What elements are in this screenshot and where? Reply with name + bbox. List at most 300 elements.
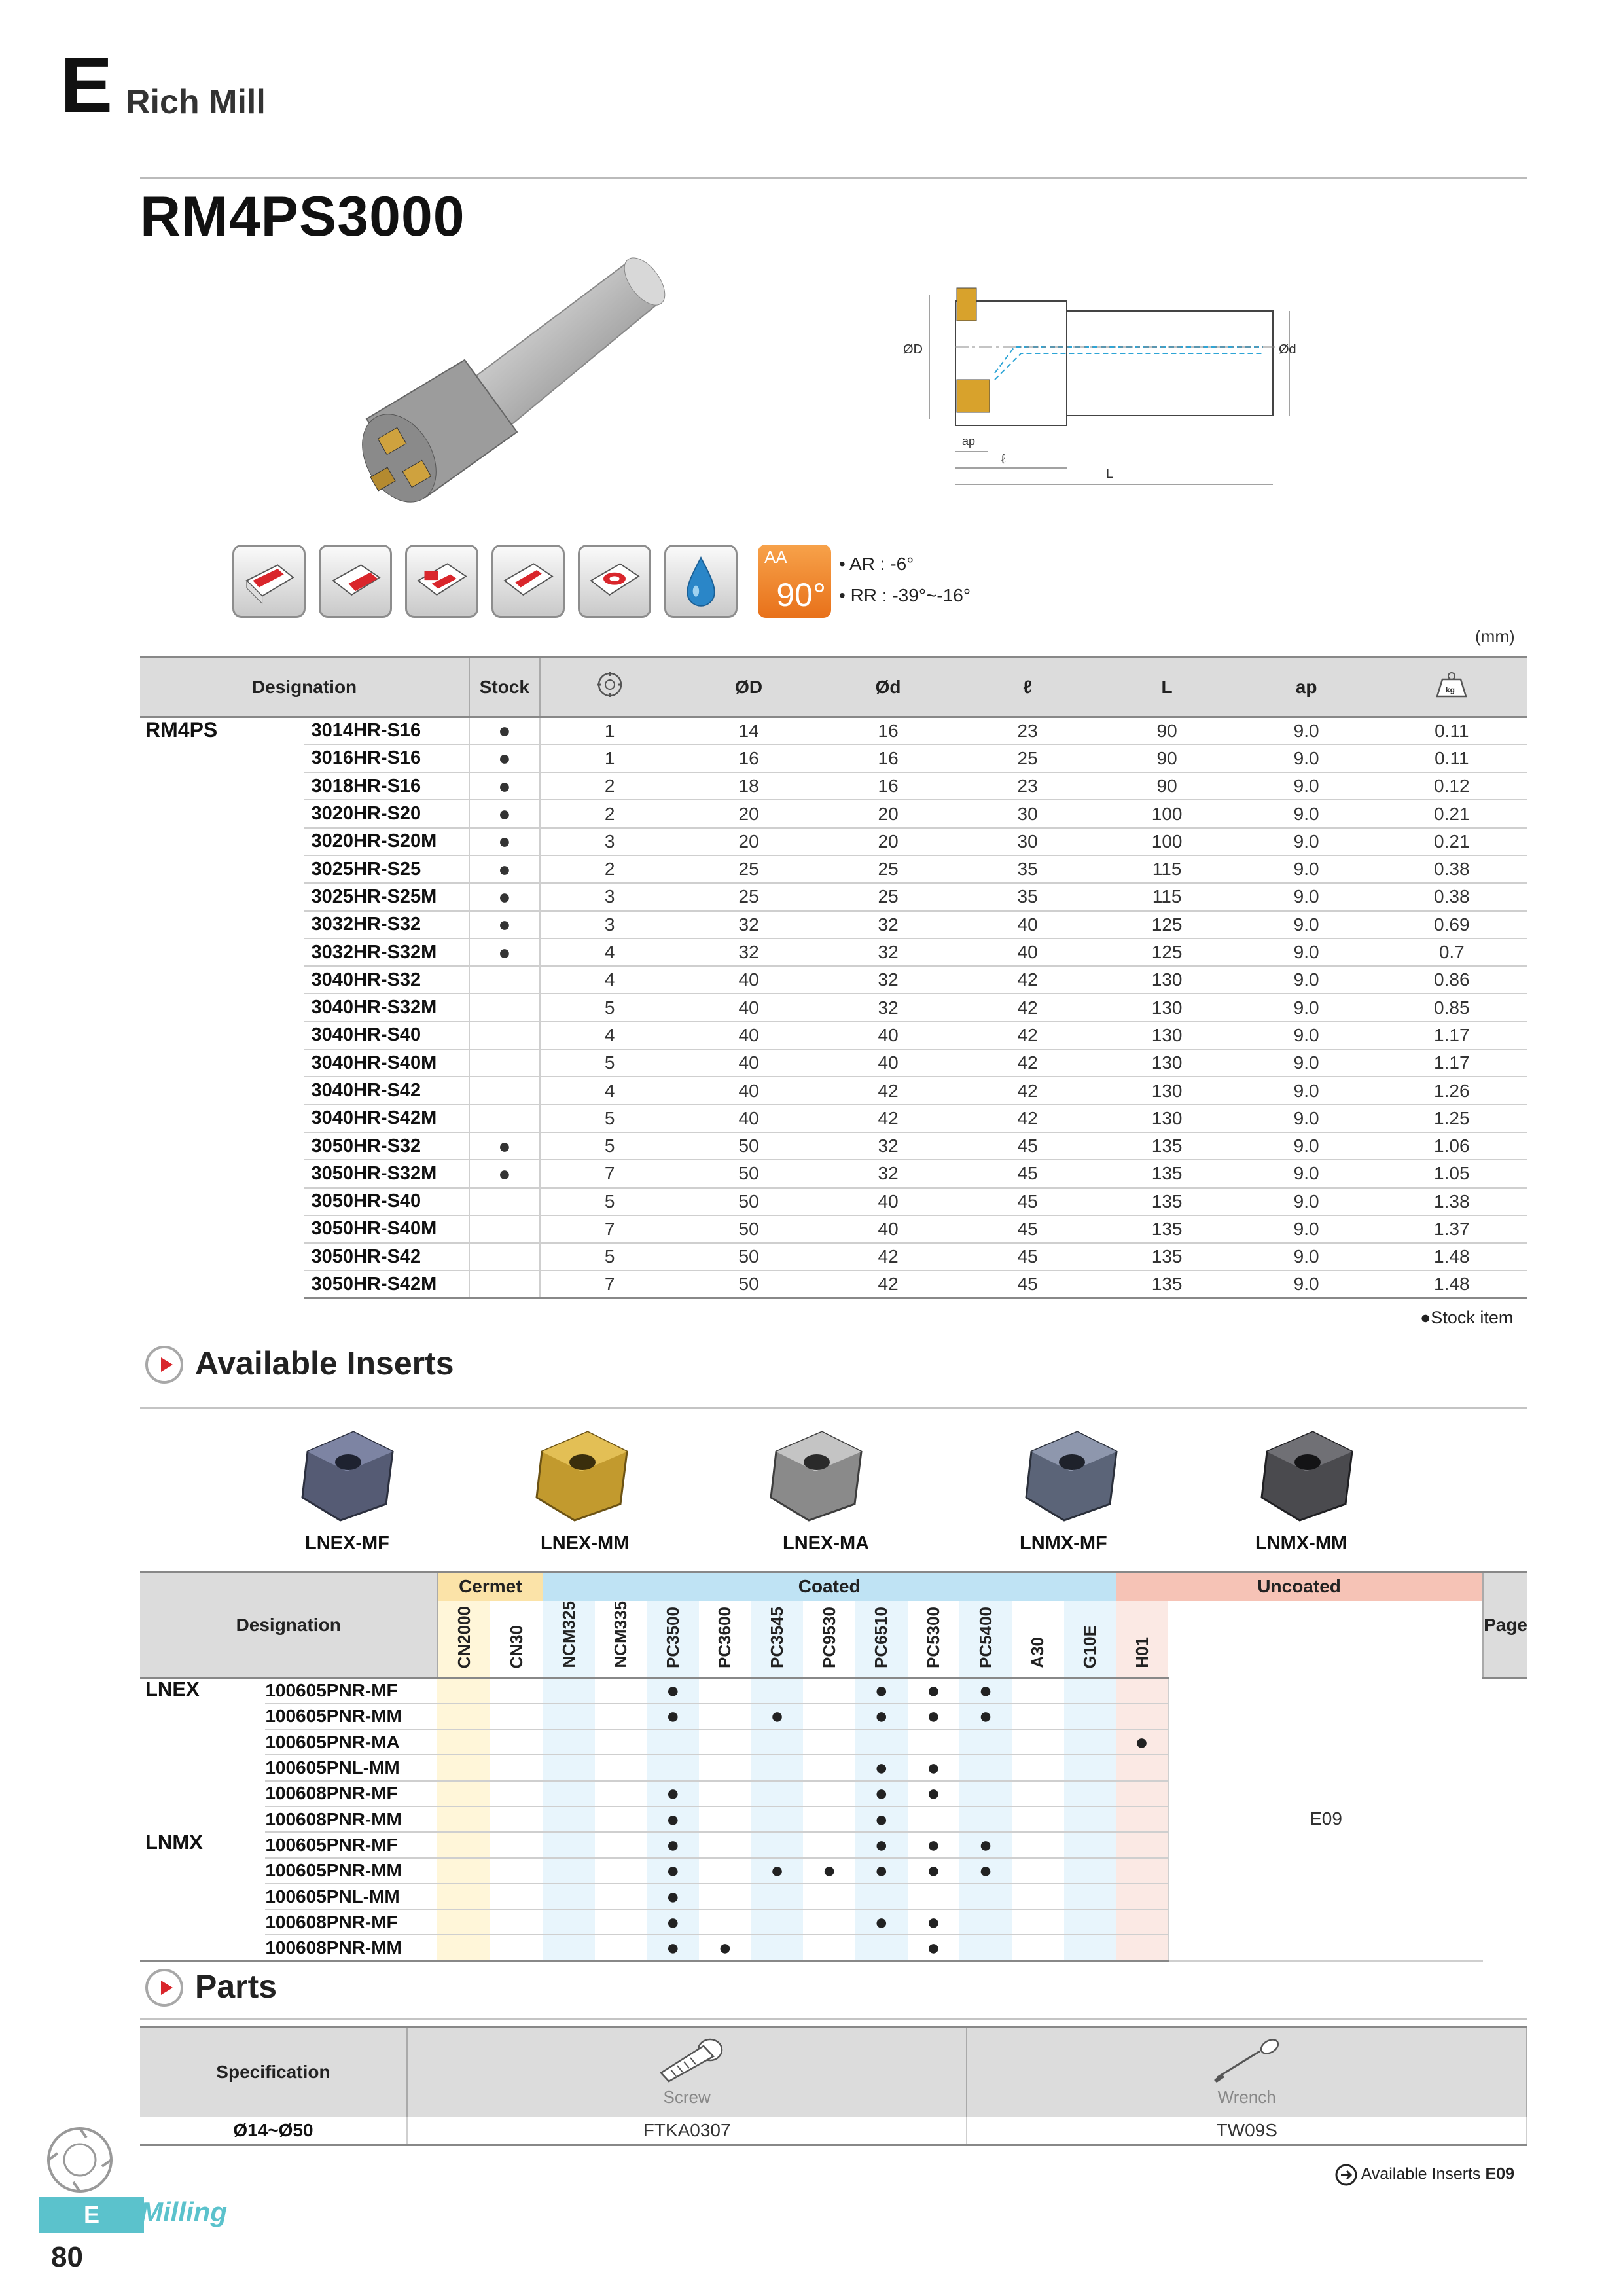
insert-series: LNMX: [145, 1831, 203, 1854]
wrench-label: Wrench: [1217, 2087, 1276, 2108]
grade-availability: ●: [647, 1909, 700, 1935]
spec-D: 16: [679, 745, 819, 772]
insert-designation: 100608PNR-MF: [265, 1781, 437, 1806]
grade-availability: [437, 1909, 490, 1935]
lnmx-mm-insert-icon: [1254, 1426, 1359, 1524]
spec-l: 45: [958, 1132, 1097, 1160]
grade-availability: [751, 1884, 804, 1909]
grade-availability: [1064, 1755, 1116, 1780]
spec-d: 20: [819, 800, 958, 827]
grade-availability: [803, 1884, 855, 1909]
grade-availability: [543, 1909, 595, 1935]
grade-availability: [490, 1678, 543, 1704]
parts-col-screw: [407, 2028, 967, 2117]
insert-series: [140, 1755, 265, 1780]
grade-availability: [437, 1729, 490, 1755]
grade-availability: [490, 1781, 543, 1806]
grade-availability: [855, 1729, 908, 1755]
spec-L: 125: [1097, 939, 1237, 966]
grade-availability: [595, 1755, 647, 1780]
grade-availability: [1116, 1755, 1168, 1780]
grade-availability: [543, 1806, 595, 1832]
insert-name-2: LNEX-MM: [541, 1533, 630, 1554]
spec-l: 45: [958, 1188, 1097, 1215]
spec-weight: 0.85: [1376, 994, 1527, 1021]
spec-ap: 9.0: [1237, 966, 1376, 994]
grade-availability: [490, 1935, 543, 1960]
grade-availability: [595, 1935, 647, 1960]
grade-availability: [1012, 1832, 1064, 1857]
spec-designation: 3040HR-S42M: [304, 1105, 470, 1132]
insert-series: [140, 1781, 265, 1806]
grade-availability: [855, 1935, 908, 1960]
spec-row: [140, 966, 1527, 994]
grade-availability: [543, 1884, 595, 1909]
insert-series: [140, 1858, 265, 1884]
spec-d: 32: [819, 939, 958, 966]
grade-availability: [1116, 1781, 1168, 1806]
spec-stock: [469, 1049, 540, 1077]
spec-D: 40: [679, 1077, 819, 1104]
spec-L: 130: [1097, 1105, 1237, 1132]
cutter-logo-icon: [41, 2121, 132, 2193]
grade-availability: ●: [647, 1781, 700, 1806]
slotting-icon: [405, 545, 478, 618]
spec-l: 35: [958, 855, 1097, 883]
spec-L: 135: [1097, 1160, 1237, 1187]
spec-designation: 3050HR-S42M: [304, 1270, 470, 1298]
grade-availability: [959, 1781, 1012, 1806]
spec-designation: 3050HR-S40M: [304, 1215, 470, 1243]
grade-availability: ●: [959, 1858, 1012, 1884]
insert-designation: 100608PNR-MF: [265, 1909, 437, 1935]
grade-availability: [803, 1678, 855, 1704]
spec-ap: 9.0: [1237, 717, 1376, 745]
grade-availability: [1116, 1806, 1168, 1832]
wrench-icon: [1207, 2037, 1286, 2083]
spec-D: 32: [679, 911, 819, 939]
chapter-tab: E: [39, 2197, 144, 2233]
grade-availability: ●: [855, 1909, 908, 1935]
spec-L: 90: [1097, 772, 1237, 800]
grade-availability: [699, 1678, 751, 1704]
spec-d: 40: [819, 1215, 958, 1243]
spec-D: 20: [679, 828, 819, 855]
grade-availability: [490, 1755, 543, 1780]
group-uncoated: Uncoated: [1116, 1572, 1483, 1601]
grade-availability: [751, 1678, 804, 1704]
grade-availability: ●: [908, 1678, 960, 1704]
spec-designation: 3032HR-S32: [304, 911, 470, 939]
grade-availability: [437, 1781, 490, 1806]
spec-row: [140, 745, 1527, 772]
grade-availability: [699, 1909, 751, 1935]
spec-weight: 1.05: [1376, 1160, 1527, 1187]
spec-weight: 0.38: [1376, 855, 1527, 883]
section-letter: E: [60, 41, 113, 129]
insert-designation: 100608PNR-MM: [265, 1806, 437, 1832]
grade-availability: [855, 1884, 908, 1909]
spec-ap: 9.0: [1237, 828, 1376, 855]
grade-availability: ●: [855, 1858, 908, 1884]
spec-designation: 3014HR-S16: [304, 717, 470, 745]
svg-text:kg: kg: [1446, 685, 1455, 694]
spec-row: [140, 911, 1527, 939]
grade-availability: [803, 1806, 855, 1832]
spec-stock: ●: [469, 1132, 540, 1160]
insert-series: [140, 1729, 265, 1755]
spec-stock: ●: [469, 1160, 540, 1187]
spec-D: 50: [679, 1188, 819, 1215]
col-weight: [1376, 657, 1527, 717]
grade-availability: [699, 1729, 751, 1755]
grade-availability: [803, 1755, 855, 1780]
grade-availability: [1116, 1858, 1168, 1884]
spec-l: 42: [958, 1077, 1097, 1104]
grade-availability: [437, 1858, 490, 1884]
insert-series: [140, 1884, 265, 1909]
spec-weight: 0.12: [1376, 772, 1527, 800]
spec-d: 42: [819, 1243, 958, 1270]
spec-ap: 9.0: [1237, 855, 1376, 883]
flute-count-icon: [596, 670, 624, 699]
spec-L: 130: [1097, 966, 1237, 994]
spec-stock: [469, 994, 540, 1021]
grade-header: [1064, 1601, 1116, 1678]
grade-availability: [699, 1806, 751, 1832]
ramping-icon: [491, 545, 565, 618]
col-flutes: [540, 657, 679, 717]
spec-L: 115: [1097, 855, 1237, 883]
grade-availability: [959, 1935, 1012, 1960]
dim-d: Ød: [1279, 342, 1296, 357]
col-d: Ød: [819, 657, 958, 717]
grade-availability: [803, 1909, 855, 1935]
spec-row: [140, 994, 1527, 1021]
spec-D: 50: [679, 1243, 819, 1270]
grade-availability: [490, 1729, 543, 1755]
spec-designation: 3040HR-S32: [304, 966, 470, 994]
grade-name: NCM335: [611, 1601, 631, 1668]
grade-availability: ●: [908, 1909, 960, 1935]
spec-l: 25: [958, 745, 1097, 772]
grade-name: PC3500: [662, 1607, 683, 1668]
grade-availability: [647, 1755, 700, 1780]
grade-availability: ●: [647, 1832, 700, 1857]
dim-l: ℓ: [1001, 452, 1006, 467]
spec-weight: 1.17: [1376, 1049, 1527, 1077]
spec-l: 42: [958, 966, 1097, 994]
grade-header: [437, 1601, 490, 1678]
spec-flutes: 3: [540, 883, 679, 910]
grade-availability: [959, 1806, 1012, 1832]
dim-L: L: [1106, 467, 1114, 481]
spec-stock: ●: [469, 855, 540, 883]
spec-L: 130: [1097, 1049, 1237, 1077]
spec-ap: 9.0: [1237, 1049, 1376, 1077]
col-D: ØD: [679, 657, 819, 717]
grade-name: PC3545: [767, 1607, 787, 1668]
spec-L: 90: [1097, 717, 1237, 745]
spec-d: 32: [819, 911, 958, 939]
spec-ap: 9.0: [1237, 1215, 1376, 1243]
grade-availability: [751, 1909, 804, 1935]
col-ap: ap: [1237, 657, 1376, 717]
section-arrow-icon: [145, 1346, 183, 1384]
spec-l: 30: [958, 800, 1097, 827]
spec-L: 125: [1097, 911, 1237, 939]
spec-designation: 3040HR-S40M: [304, 1049, 470, 1077]
spec-l: 40: [958, 911, 1097, 939]
grade-availability: [1064, 1781, 1116, 1806]
spec-l: 42: [958, 1049, 1097, 1077]
grade-availability: [595, 1781, 647, 1806]
spec-d: 40: [819, 1022, 958, 1049]
grade-availability: ●: [855, 1755, 908, 1780]
grade-availability: ●: [647, 1935, 700, 1960]
grade-availability: [751, 1806, 804, 1832]
parts-col-spec: Specification: [140, 2028, 407, 2117]
spec-flutes: 5: [540, 1188, 679, 1215]
grade-availability: [1116, 1704, 1168, 1729]
grade-name: PC3600: [715, 1607, 735, 1668]
spec-d: 40: [819, 1188, 958, 1215]
spec-row: [140, 828, 1527, 855]
grade-availability: [908, 1806, 960, 1832]
grade-availability: [751, 1755, 804, 1780]
spec-row: [140, 1105, 1527, 1132]
dim-D: ØD: [903, 342, 923, 357]
grade-header: [855, 1601, 908, 1678]
spec-stock: ●: [469, 883, 540, 910]
grade-availability: [437, 1806, 490, 1832]
unit-label: (mm): [1475, 626, 1515, 646]
spec-row: [140, 855, 1527, 883]
grade-availability: [1012, 1935, 1064, 1960]
grade-name: PC6510: [871, 1607, 891, 1668]
insert-name-1: LNEX-MF: [305, 1533, 389, 1554]
spec-L: 135: [1097, 1188, 1237, 1215]
spec-table: [140, 656, 1527, 1299]
grade-availability: [803, 1832, 855, 1857]
page-number: 80: [51, 2241, 83, 2273]
insert-designation: 100605PNL-MM: [265, 1884, 437, 1909]
grade-availability: ●: [647, 1858, 700, 1884]
lnex-mm-insert-icon: [529, 1426, 633, 1524]
product-title: RM4PS3000: [140, 185, 465, 248]
spec-row: [140, 1160, 1527, 1187]
grade-availability: ●: [959, 1704, 1012, 1729]
grade-availability: [490, 1858, 543, 1884]
grade-header: [647, 1601, 700, 1678]
grade-header: [959, 1601, 1012, 1678]
spec-row: [140, 800, 1527, 827]
spec-designation: 3050HR-S40: [304, 1188, 470, 1215]
grade-availability: [803, 1935, 855, 1960]
grade-availability: [1064, 1935, 1116, 1960]
chapter-name: Milling: [140, 2197, 227, 2227]
grade-availability: [437, 1884, 490, 1909]
spec-ap: 9.0: [1237, 994, 1376, 1021]
spec-stock: ●: [469, 911, 540, 939]
spec-flutes: 2: [540, 772, 679, 800]
screw-icon: [648, 2037, 726, 2083]
grade-availability: ●: [855, 1832, 908, 1857]
spec-designation: 3025HR-S25: [304, 855, 470, 883]
screw-label: Screw: [663, 2087, 711, 2108]
grade-availability: [908, 1729, 960, 1755]
spec-row: [140, 939, 1527, 966]
grade-header: [543, 1601, 595, 1678]
spec-d: 32: [819, 966, 958, 994]
spec-D: 40: [679, 966, 819, 994]
spec-flutes: 5: [540, 1049, 679, 1077]
ins-col-page: Page: [1483, 1572, 1527, 1678]
grade-name: PC5400: [975, 1607, 995, 1668]
spec-ap: 9.0: [1237, 1270, 1376, 1298]
spec-ap: 9.0: [1237, 772, 1376, 800]
grade-availability: [959, 1755, 1012, 1780]
spec-ap: 9.0: [1237, 1022, 1376, 1049]
spec-d: 25: [819, 883, 958, 910]
insert-series: [140, 1909, 265, 1935]
grade-availability: [1064, 1729, 1116, 1755]
grade-availability: [437, 1678, 490, 1704]
spec-row: [140, 772, 1527, 800]
spec-l: 42: [958, 994, 1097, 1021]
grade-availability: ●: [647, 1678, 700, 1704]
section-arrow-icon: [145, 1969, 183, 2007]
insert-designation: 100605PNR-MA: [265, 1729, 437, 1755]
grade-availability: [1064, 1909, 1116, 1935]
spec-weight: 1.17: [1376, 1022, 1527, 1049]
grade-availability: ●: [699, 1935, 751, 1960]
spec-D: 25: [679, 855, 819, 883]
insert-series: [140, 1935, 265, 1960]
spec-series: RM4PS: [145, 718, 218, 742]
grade-availability: ●: [647, 1806, 700, 1832]
grade-availability: ●: [959, 1832, 1012, 1857]
dim-ap: ap: [962, 435, 976, 448]
spec-stock: [469, 966, 540, 994]
grade-header: [751, 1601, 804, 1678]
grade-availability: ●: [751, 1858, 804, 1884]
spec-flutes: 2: [540, 855, 679, 883]
grade-availability: [959, 1729, 1012, 1755]
helical-milling-icon: [578, 545, 651, 618]
grade-availability: [490, 1884, 543, 1909]
grade-availability: ●: [647, 1884, 700, 1909]
spec-ap: 9.0: [1237, 1188, 1376, 1215]
ins-col-designation: Designation: [140, 1572, 437, 1678]
insert-designation: 100605PNR-MM: [265, 1858, 437, 1884]
header-divider: [140, 177, 1527, 179]
col-designation: Designation: [140, 657, 469, 717]
spec-ap: 9.0: [1237, 800, 1376, 827]
spec-L: 90: [1097, 745, 1237, 772]
grade-availability: [699, 1755, 751, 1780]
parts-divider: [140, 2018, 1527, 2020]
grade-availability: [490, 1909, 543, 1935]
spec-row: [140, 883, 1527, 910]
spec-d: 16: [819, 717, 958, 745]
spec-flutes: 4: [540, 1077, 679, 1104]
grade-availability: ●: [908, 1858, 960, 1884]
spec-L: 115: [1097, 883, 1237, 910]
spec-d: 32: [819, 994, 958, 1021]
insert-name-3: LNEX-MA: [783, 1533, 870, 1554]
spec-ap: 9.0: [1237, 745, 1376, 772]
insert-designation: 100608PNR-MM: [265, 1935, 437, 1960]
parts-title: Parts: [195, 1968, 277, 2005]
grade-availability: [1012, 1678, 1064, 1704]
insert-row: [140, 1678, 1527, 1704]
spec-D: 50: [679, 1132, 819, 1160]
grade-availability: [803, 1704, 855, 1729]
grade-availability: [803, 1781, 855, 1806]
spec-L: 100: [1097, 828, 1237, 855]
grade-header: [803, 1601, 855, 1678]
available-inserts-page: E09: [1485, 2164, 1514, 2183]
spec-designation: 3040HR-S42: [304, 1077, 470, 1104]
grade-availability: [1064, 1806, 1116, 1832]
spec-D: 40: [679, 1022, 819, 1049]
grade-availability: ●: [908, 1935, 960, 1960]
grade-availability: [490, 1832, 543, 1857]
grade-availability: [1012, 1729, 1064, 1755]
grade-availability: ●: [855, 1704, 908, 1729]
spec-designation: 3050HR-S32M: [304, 1160, 470, 1187]
spec-weight: 0.38: [1376, 883, 1527, 910]
spec-l: 42: [958, 1105, 1097, 1132]
grade-name: G10E: [1079, 1624, 1099, 1668]
spec-flutes: 7: [540, 1215, 679, 1243]
spec-weight: 0.11: [1376, 717, 1527, 745]
grade-availability: ●: [908, 1704, 960, 1729]
spec-l: 42: [958, 1022, 1097, 1049]
col-l: ℓ: [958, 657, 1097, 717]
insert-series: LNEX: [145, 1677, 200, 1700]
spec-D: 50: [679, 1160, 819, 1187]
lnex-mf-insert-icon: [294, 1426, 399, 1524]
spec-row: [140, 1270, 1527, 1298]
grade-availability: [543, 1704, 595, 1729]
approach-angle-badge: [758, 545, 831, 618]
spec-flutes: 7: [540, 1270, 679, 1298]
grade-availability: [1064, 1678, 1116, 1704]
grade-availability: [1116, 1935, 1168, 1960]
insert-designation: 100605PNR-MF: [265, 1678, 437, 1704]
grade-availability: [908, 1884, 960, 1909]
spec-flutes: 5: [540, 1243, 679, 1270]
grade-availability: [543, 1781, 595, 1806]
spec-stock: [469, 1022, 540, 1049]
grade-availability: [1064, 1704, 1116, 1729]
spec-D: 40: [679, 994, 819, 1021]
spec-stock: [469, 1188, 540, 1215]
grade-header: [490, 1601, 543, 1678]
spec-L: 135: [1097, 1215, 1237, 1243]
grade-availability: [595, 1858, 647, 1884]
grade-header: [1012, 1601, 1064, 1678]
angle-label: AA: [764, 547, 787, 567]
insert-page-ref: E09: [1168, 1678, 1483, 1961]
grade-availability: [543, 1678, 595, 1704]
spec-ap: 9.0: [1237, 1077, 1376, 1104]
spec-weight: 1.25: [1376, 1105, 1527, 1132]
grade-availability: [751, 1729, 804, 1755]
face-milling-icon: [319, 545, 392, 618]
